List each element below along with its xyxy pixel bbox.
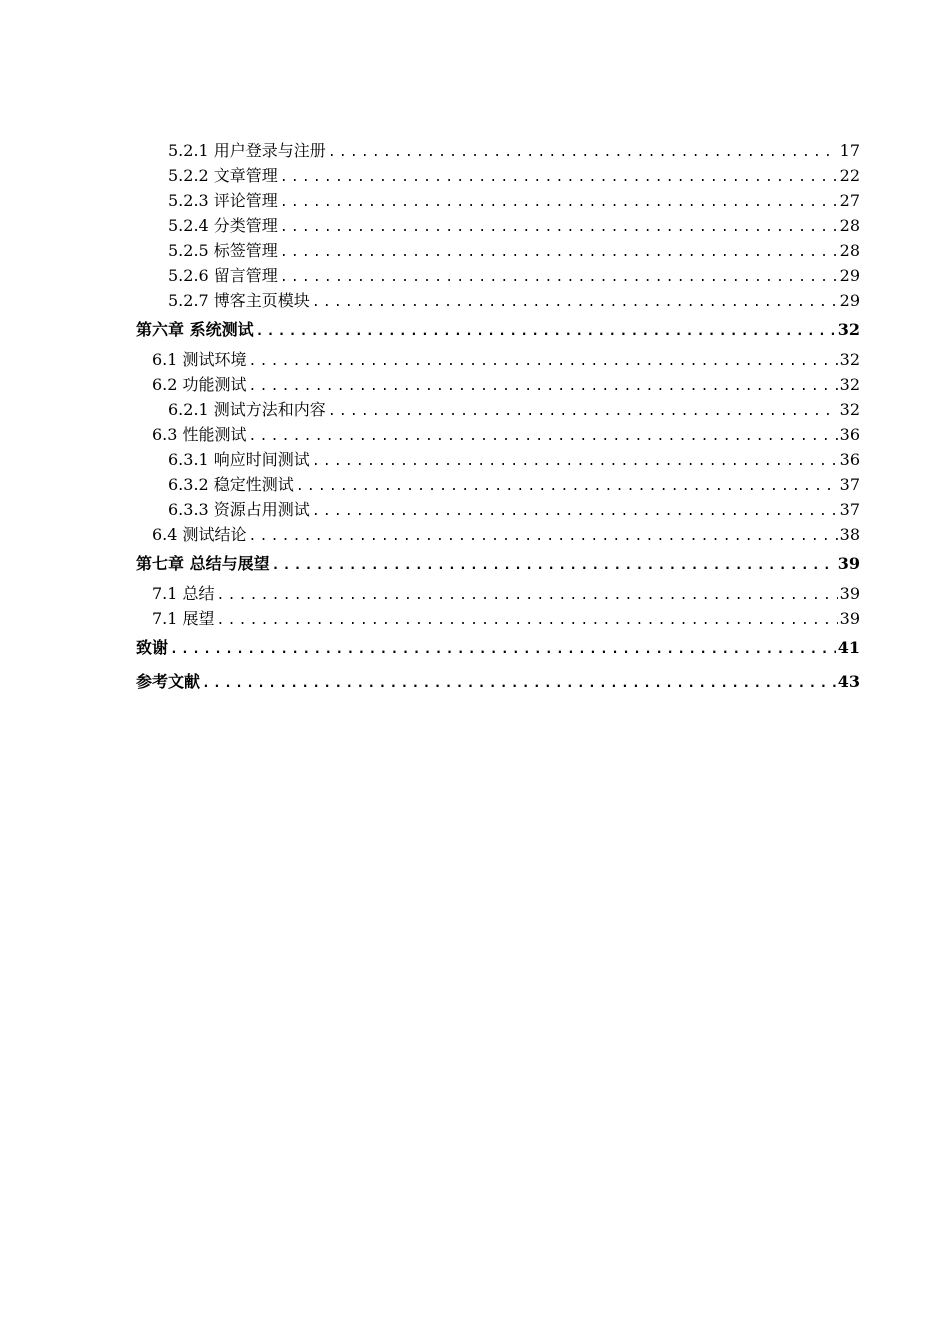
toc-entry-page-number: 37 (839, 500, 860, 519)
toc-entry-title: 第六章 系统测试 (136, 320, 254, 339)
toc-entry-title: 6.2 功能测试 (152, 375, 247, 394)
toc-dot-leader (280, 265, 838, 290)
toc-entry-page-number: 32 (839, 375, 860, 394)
toc-dot-leader (280, 165, 838, 190)
toc-entry-page-number: 29 (839, 291, 860, 310)
toc-section-entry[interactable] (136, 347, 860, 372)
toc-entry-title: 6.3.2 稳定性测试 (168, 475, 294, 494)
toc-entry-page-number: 39 (839, 584, 860, 603)
toc-entry-title: 6.3.3 资源占用测试 (168, 500, 310, 519)
toc-section-entry[interactable] (136, 163, 860, 188)
toc-section-entry[interactable] (136, 522, 860, 547)
toc-dot-leader (256, 315, 836, 349)
toc-entry-title: 5.2.2 文章管理 (168, 166, 278, 185)
toc-dot-leader (296, 474, 838, 499)
toc-dot-leader (328, 140, 838, 165)
toc-entry-title: 6.1 测试环境 (152, 350, 247, 369)
toc-entry-title: 5.2.4 分类管理 (168, 216, 278, 235)
toc-entry-title: 6.2.1 测试方法和内容 (168, 400, 326, 419)
toc-entry-page-number: 17 (839, 141, 860, 160)
toc-section-entry[interactable] (136, 581, 860, 606)
toc-entry-title: 5.2.1 用户登录与注册 (168, 141, 326, 160)
toc-chapter-entry[interactable] (136, 547, 860, 581)
toc-chapter-entry[interactable] (136, 665, 860, 699)
toc-entry-page-number: 32 (839, 400, 860, 419)
toc-dot-leader (249, 374, 838, 399)
toc-dot-leader (249, 349, 838, 374)
toc-dot-leader (249, 524, 838, 549)
toc-entry-title: 致谢 (136, 638, 169, 657)
toc-dot-leader (170, 633, 836, 667)
toc-section-entry[interactable] (136, 238, 860, 263)
toc-entry-page-number: 36 (839, 450, 860, 469)
toc-section-entry[interactable] (136, 397, 860, 422)
toc-dot-leader (272, 549, 836, 583)
toc-entry-page-number: 39 (837, 554, 860, 573)
toc-section-entry[interactable] (136, 213, 860, 238)
toc-entry-title: 6.4 测试结论 (152, 525, 247, 544)
toc-dot-leader (280, 215, 838, 240)
table-of-contents (136, 138, 860, 699)
toc-entry-page-number: 28 (839, 241, 860, 260)
toc-section-entry[interactable] (136, 606, 860, 631)
toc-section-entry[interactable] (136, 372, 860, 397)
toc-dot-leader (249, 424, 838, 449)
toc-dot-leader (312, 499, 838, 524)
toc-dot-leader (280, 240, 838, 265)
toc-entry-title: 5.2.6 留言管理 (168, 266, 278, 285)
toc-section-entry[interactable] (136, 188, 860, 213)
toc-entry-title: 5.2.5 标签管理 (168, 241, 278, 260)
toc-entry-title: 6.3.1 响应时间测试 (168, 450, 310, 469)
toc-entry-page-number: 32 (839, 350, 860, 369)
toc-dot-leader (328, 399, 838, 424)
toc-section-entry[interactable] (136, 472, 860, 497)
toc-entry-page-number: 41 (837, 638, 860, 657)
toc-entry-title: 参考文献 (136, 672, 201, 691)
toc-section-entry[interactable] (136, 263, 860, 288)
toc-entry-page-number: 28 (839, 216, 860, 235)
toc-entry-page-number: 32 (837, 320, 860, 339)
toc-entry-page-number: 43 (837, 672, 860, 691)
toc-section-entry[interactable] (136, 288, 860, 313)
toc-entry-page-number: 27 (839, 191, 860, 210)
toc-entry-title: 5.2.3 评论管理 (168, 191, 278, 210)
toc-section-entry[interactable] (136, 497, 860, 522)
toc-entry-page-number: 38 (839, 525, 860, 544)
toc-dot-leader (312, 449, 838, 474)
toc-chapter-entry[interactable] (136, 313, 860, 347)
toc-entry-title: 7.1 总结 (152, 584, 215, 603)
toc-entry-title: 6.3 性能测试 (152, 425, 247, 444)
toc-section-entry[interactable] (136, 422, 860, 447)
toc-section-entry[interactable] (136, 447, 860, 472)
toc-entry-page-number: 37 (839, 475, 860, 494)
toc-entry-page-number: 29 (839, 266, 860, 285)
toc-section-entry[interactable] (136, 138, 860, 163)
toc-entry-title: 第七章 总结与展望 (136, 554, 270, 573)
toc-chapter-entry[interactable] (136, 631, 860, 665)
toc-dot-leader (202, 667, 836, 701)
toc-entry-title: 5.2.7 博客主页模块 (168, 291, 310, 310)
toc-entry-page-number: 22 (839, 166, 860, 185)
toc-dot-leader (217, 583, 838, 608)
toc-entry-page-number: 36 (839, 425, 860, 444)
toc-entry-title: 7.1 展望 (152, 609, 215, 628)
toc-dot-leader (217, 608, 838, 633)
toc-entry-page-number: 39 (839, 609, 860, 628)
toc-dot-leader (280, 190, 838, 215)
toc-dot-leader (312, 290, 838, 315)
